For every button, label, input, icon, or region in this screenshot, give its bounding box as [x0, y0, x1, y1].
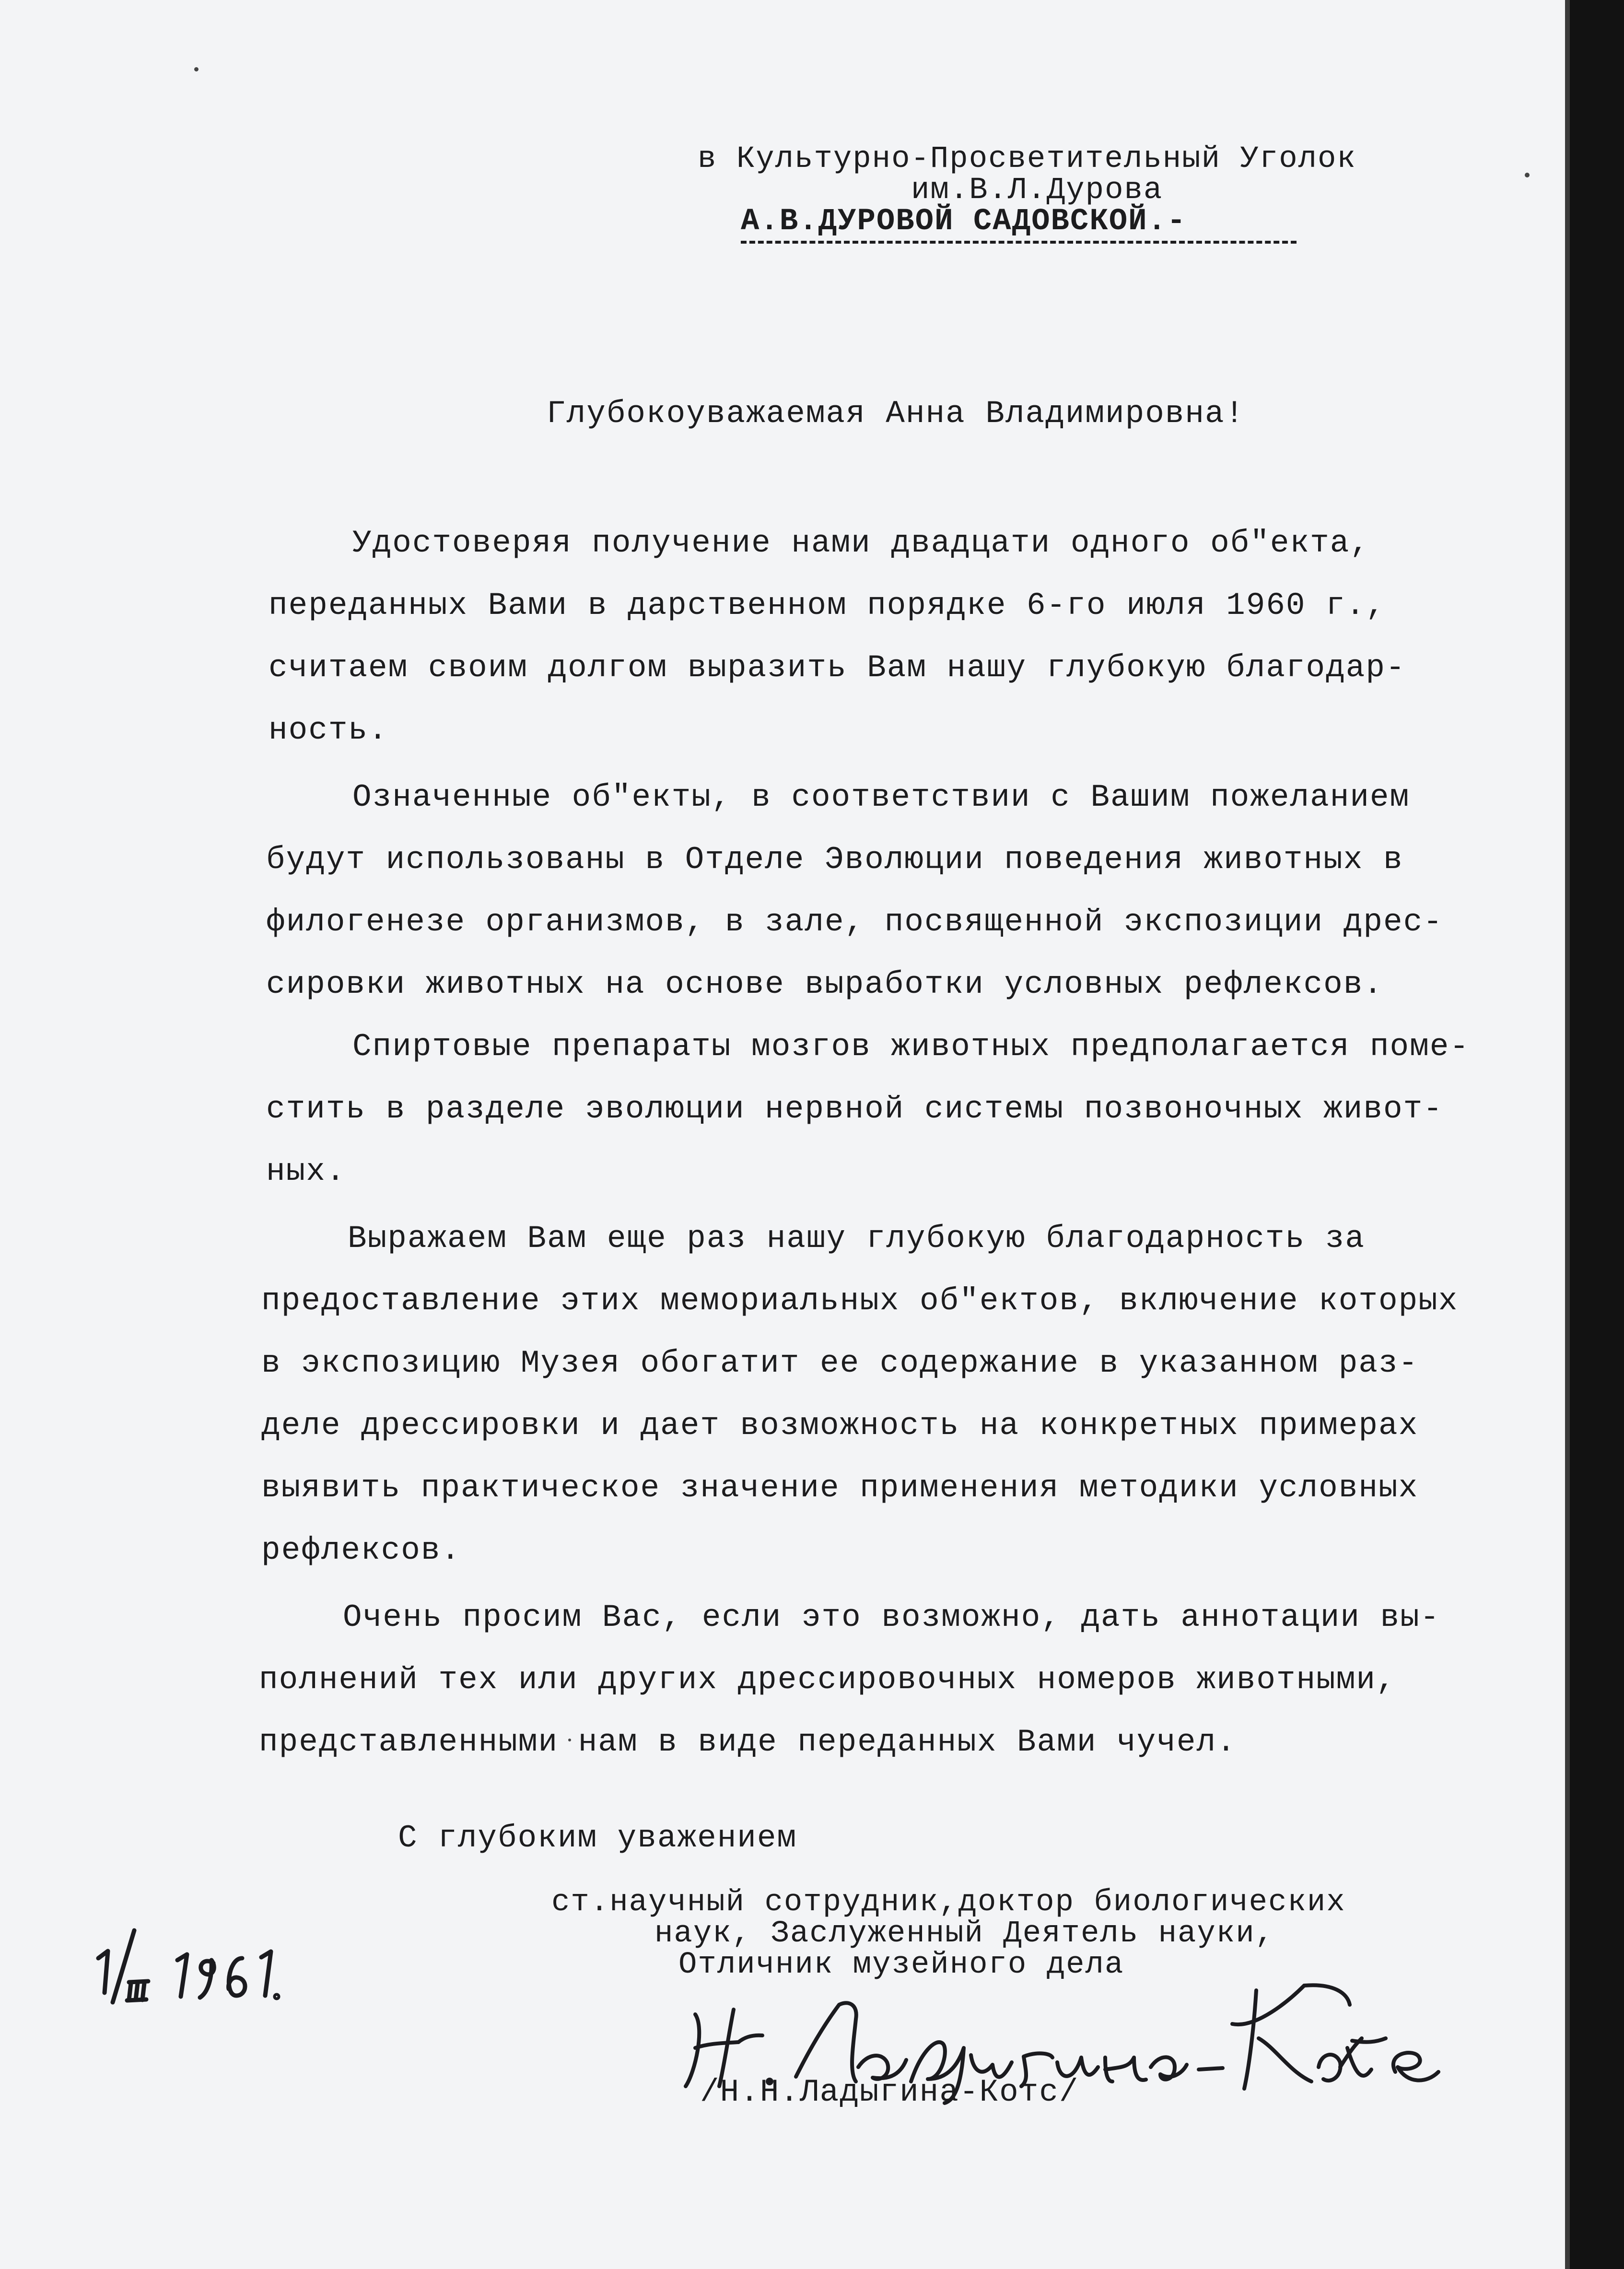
- body-line: будут использованы в Отделе Эволюции поведения животных в: [266, 842, 1403, 878]
- page-speck: [1525, 173, 1530, 177]
- handwritten-date: [89, 1902, 328, 2012]
- signer-title-line: Отличник музейного дела: [678, 1948, 1124, 1982]
- body-line: ных.: [266, 1153, 346, 1189]
- closing: С глубоким уважением: [398, 1820, 797, 1856]
- body-line: стить в разделе эволюции нервной системы позвоночных живот-: [266, 1091, 1443, 1127]
- addressee-line-3: А.В.ДУРОВОЙ САДОВСКОЙ.-: [741, 206, 1297, 244]
- body-line: в экспозицию Музея обогатит ее содержание в указанном раз-: [261, 1345, 1419, 1381]
- signer-title-line: ст.научный сотрудник,доктор биологических: [551, 1885, 1346, 1920]
- body-line: предоставление этих мемориальных об"ектов, включение которых: [261, 1283, 1459, 1319]
- body-line: выявить практическое значение применения методики условных: [261, 1470, 1419, 1506]
- body-line: переданных Вами в дарственном порядке 6-го июля 1960 г.,: [269, 588, 1386, 623]
- page-speck: [194, 67, 199, 71]
- body-line: филогенезе организмов, в зале, посвященной экспозиции дрес-: [266, 904, 1443, 940]
- body-line: Очень просим Вас, если это возможно, дать аннотации вы-: [343, 1599, 1440, 1635]
- body-line: Удостоверяя получение нами двадцати одного об"екта,: [352, 525, 1370, 561]
- greeting: Глубокоуважаемая Анна Владимировна!: [547, 396, 1245, 432]
- body-line: деле дрессировки и дает возможность на конкретных примерах: [261, 1408, 1419, 1444]
- body-line: Спиртовые препараты мозгов животных предполагается поме-: [352, 1029, 1470, 1065]
- body-line: сировки животных на основе выработки условных рефлексов.: [266, 966, 1383, 1002]
- body-line: рефлексов.: [261, 1532, 461, 1568]
- body-line: представленными нам в виде переданных Вами чучел.: [259, 1724, 1237, 1760]
- addressee-line-1: в Культурно-Просветительный Уголок: [698, 142, 1356, 176]
- signer-title-line: наук, Заслуженный Деятель науки,: [654, 1916, 1274, 1951]
- body-line: ность.: [269, 712, 388, 748]
- body-line: считаем своим долгом выразить Вам нашу глубокую благодар-: [269, 650, 1406, 686]
- body-line: Выражаем Вам еще раз нашу глубокую благодарность за: [348, 1221, 1365, 1257]
- scanner-frame-edge: [1565, 0, 1624, 2269]
- typed-signer-name: /Н.Н.Ладыгина-Котс/: [700, 2074, 1079, 2110]
- addressee-line-2: им.В.Л.Дурова: [911, 173, 1163, 208]
- body-line: Означенные об"екты, в соответствии с Вашим пожеланием: [352, 779, 1410, 815]
- body-line: полнений тех или других дрессировочных номеров животными,: [259, 1662, 1396, 1698]
